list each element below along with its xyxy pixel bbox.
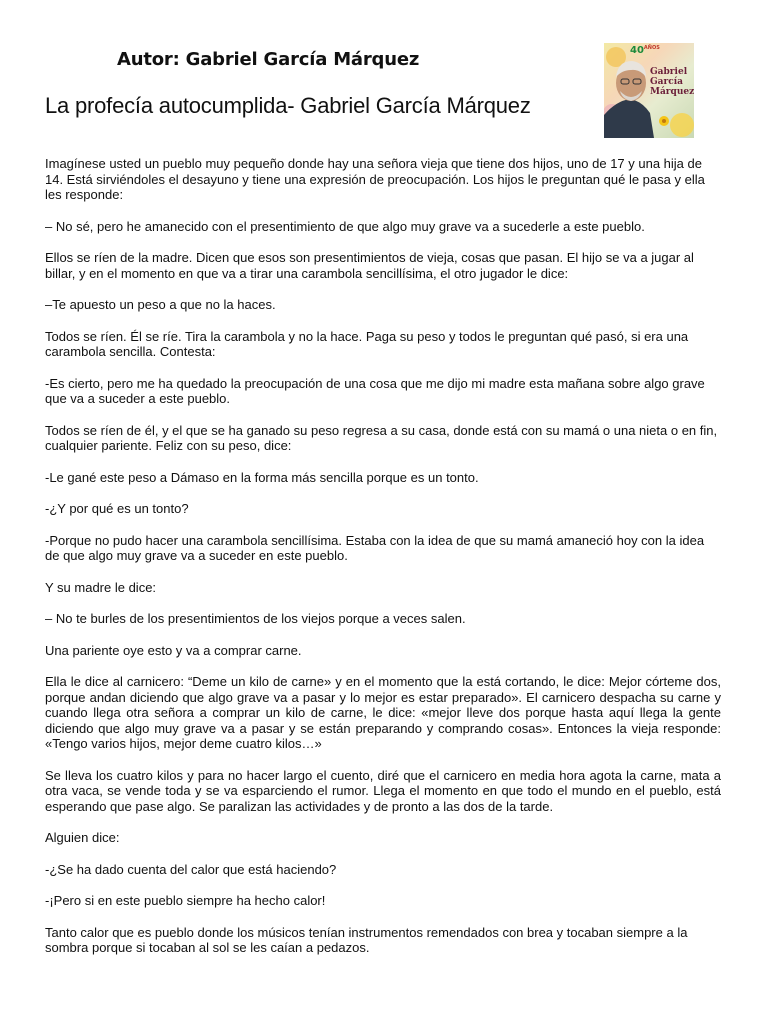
paragraph: -¿Se ha dado cuenta del calor que está haciendo? [45, 861, 337, 877]
document-title: La profecía autocumplida- Gabriel García Márquez [45, 93, 531, 118]
paragraph: Y su madre le dice: [45, 579, 157, 595]
cover-badge: $40^{AÑOS}$ [630, 45, 660, 56]
paragraph: -Le gané este peso a Dámaso en la forma más sencilla porque es un tonto. [45, 469, 479, 485]
story-body [45, 156, 721, 972]
paragraph: – No sé, pero he amanecido con el presentimiento de que algo muy grave va a sucederle a este pueblo. [45, 218, 645, 234]
paragraph: Una pariente oye esto y va a comprar carne. [45, 642, 302, 658]
paragraph: -Porque no pudo hacer una carambola sencillísima. Estaba con la idea de que su mamá amaneció hoy con la idea de que algo muy grave va a suceder en este pueblo. [45, 532, 705, 563]
paragraph: Imagínese usted un pueblo muy pequeño donde hay una señora vieja que tiene dos hijos, uno de 17 y una hija de 14. Está sirviéndoles el desayuno y tiene una expresión de preocupación. Los hijos le preguntan qué le pasa y ella les responde: [45, 156, 705, 202]
paragraph: Tanto calor que es pueblo donde los músicos tenían instrumentos remendados con brea y tocaban siempre a la sombra porque si tocaban al sol se les caían a pedazos. [45, 924, 688, 955]
paragraph: Ella le dice al carnicero: “Deme un kilo de carne» y en el momento que la está cortando, le dice: Mejor córteme dos, porque andan diciendo que algo grave va a pasar y lo mejor es estar preparado». El carnicero despacha su carne y cuando llega otra señora a comprar un kilo de carne, le dice: «mejor lleve dos porque hasta aquí llega la gente diciendo que algo muy grave va a pasar y se están preparando y comprando cosas». Entonces la vieja responde: «Tengo varios hijos, mejor deme cuatro kilos…» [45, 674, 721, 751]
paragraph: -Es cierto, pero me ha quedado la preocupación de una cosa que me dijo mi madre esta mañana sobre algo grave que va a suceder a este pueblo. [45, 375, 705, 406]
author-heading: Autor: Gabriel García Márquez [117, 49, 420, 70]
cover-title: Gabriel García Márquez [650, 67, 694, 97]
book-cover-image [604, 43, 694, 138]
paragraph: – No te burles de los presentimientos de los viejos porque a veces salen. [45, 611, 466, 626]
paragraph: -¿Y por qué es un tonto? [45, 501, 189, 516]
paragraph: Todos se ríen. Él se ríe. Tira la carambola y no la hace. Paga su peso y todos le preguntan qué pasó, si era una carambola sencilla. Contesta: [45, 328, 689, 359]
paragraph: –Te apuesto un peso a que no la haces. [45, 297, 276, 312]
paragraph: Todos se ríen de él, y el que se ha ganado su peso regresa a su casa, donde está con su mamá o una nieta o en fin, cualquier pariente. Feliz con su peso, dice: [45, 422, 718, 453]
paragraph: -¡Pero si en este pueblo siempre ha hecho calor! [45, 893, 326, 908]
paragraph: Se lleva los cuatro kilos y para no hacer largo el cuento, diré que el carnicero en media hora agota la carne, mata a otra vaca, se vende toda y se va esparciendo el rumor. Llega el momento en que todo el mundo en el pueblo, está esperando que pase algo. Se paralizan las actividades y de pronto a las dos de la tarde. [45, 767, 721, 814]
paragraph: Alguien dice: [45, 830, 120, 845]
paragraph: Ellos se ríen de la madre. Dicen que esos son presentimientos de vieja, cosas que pasan. El hijo se va a jugar al billar, y en el momento en que va a tirar una carambola sencillísima, el otro jugador le dice: [45, 250, 694, 281]
